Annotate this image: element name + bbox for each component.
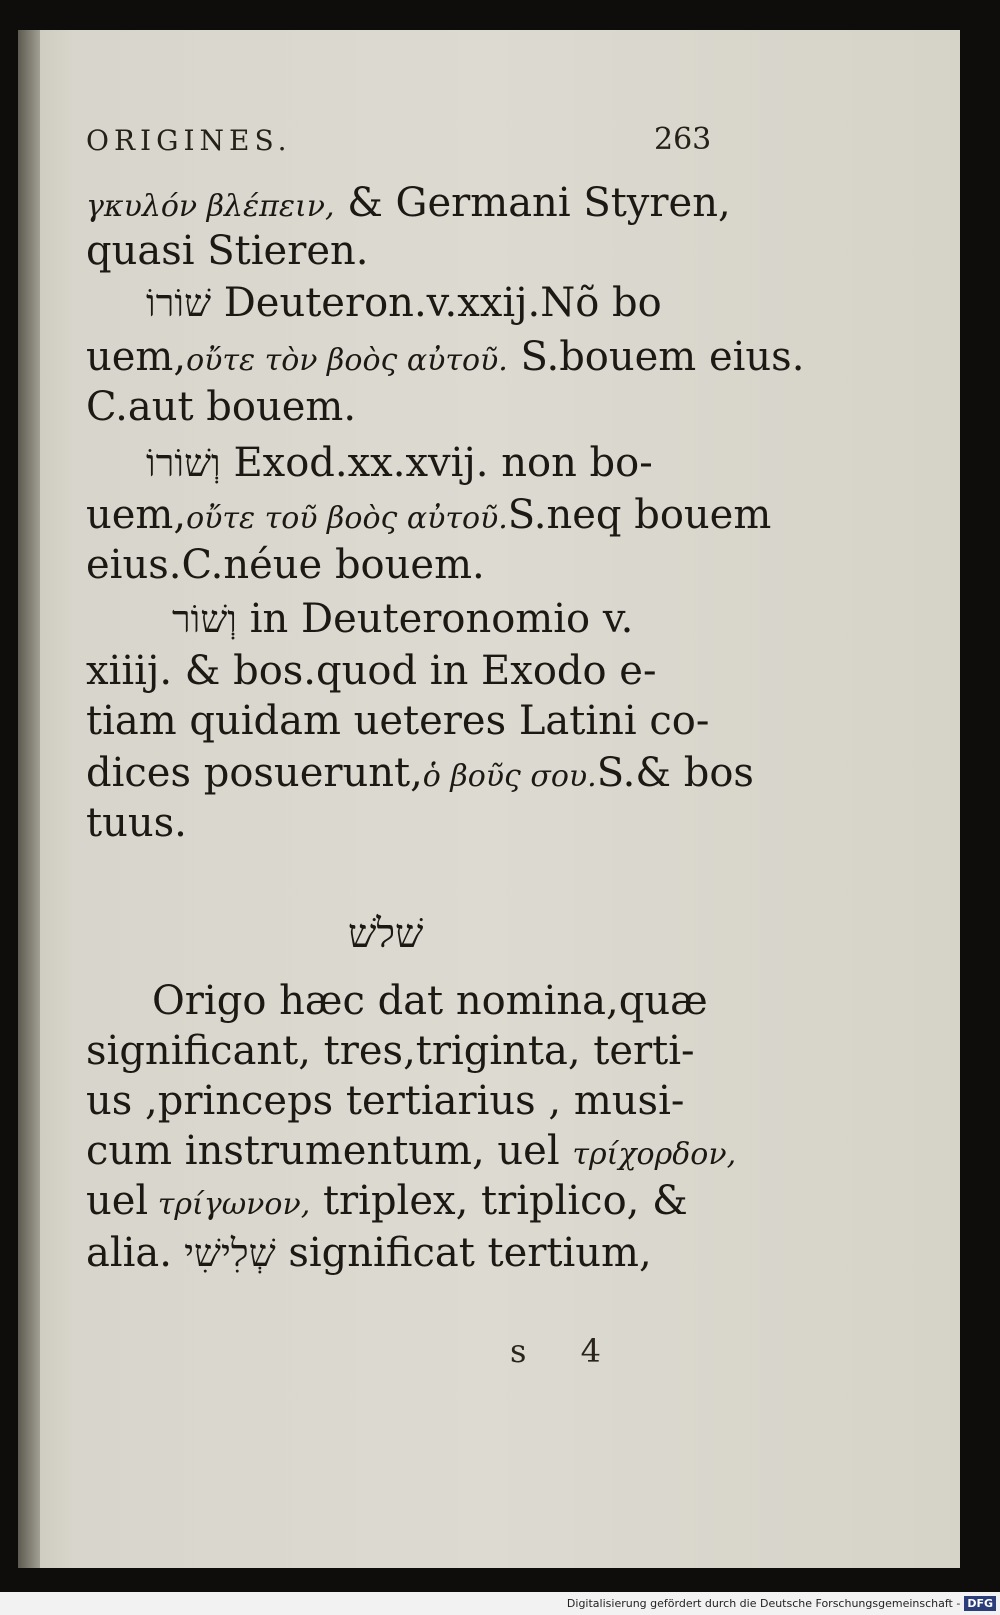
- greek-phrase: τρίχορδον,: [572, 1137, 737, 1172]
- text-line-6: [146, 440, 653, 486]
- page-spine-edge: [18, 30, 40, 1568]
- text-line-9: [172, 596, 633, 642]
- latin-text: & Germani Styren,: [334, 180, 731, 226]
- dfg-logo-badge: DFG: [964, 1596, 996, 1611]
- text-line-12: [86, 750, 754, 800]
- text-line-18: [86, 1178, 688, 1228]
- text-line-17: [86, 1128, 736, 1178]
- text-line-19: [86, 1230, 652, 1276]
- text-line-1: [86, 180, 731, 230]
- footer-credit: Digitalisierung gefördert durch die Deutsche Forschungsgemeinschaft -: [566, 1597, 961, 1610]
- latin-text: significat tertium,: [275, 1230, 652, 1276]
- digitization-footer: [0, 1592, 1000, 1615]
- latin-text: alia.: [86, 1230, 172, 1276]
- latin-text: Deuteron.v.xxij.Nõ bo: [211, 280, 662, 326]
- text-line-7: [86, 492, 771, 542]
- latin-text: cum instrumentum, uel: [86, 1128, 560, 1174]
- hebrew-word: שׁוֹרוֹ: [146, 281, 212, 325]
- text-line-14: [152, 978, 708, 1024]
- latin-text: tuus.: [86, 800, 187, 846]
- text-line-10: [86, 648, 657, 694]
- text-line-11: [86, 698, 709, 744]
- latin-text: Exod.xx.xvij. non bo-: [220, 440, 653, 486]
- text-line-4: [86, 334, 804, 384]
- latin-text: Origo hæc dat nomina,quæ: [152, 978, 708, 1024]
- running-header: ORIGINES.: [86, 124, 292, 157]
- text-line-16: [86, 1078, 684, 1124]
- latin-text: uem,: [86, 334, 187, 380]
- latin-text: us ,princeps tertiarius , musi-: [86, 1078, 685, 1124]
- hebrew-word: שְׁלִישִׁי: [172, 1231, 276, 1275]
- text-line-3: [146, 280, 662, 326]
- latin-text: uel: [86, 1178, 149, 1224]
- latin-text: tiam quidam ueteres Latini co-: [86, 698, 710, 744]
- latin-text: triplex, triplico, &: [310, 1178, 688, 1224]
- book-page: [18, 30, 960, 1568]
- latin-text: quasi Stieren.: [86, 228, 369, 274]
- latin-text: significant, tres,triginta, terti-: [86, 1028, 695, 1074]
- latin-text: in Deuteronomio v.: [237, 596, 634, 642]
- latin-text: dices posuerunt,: [86, 750, 423, 796]
- signature-mark: s 4: [510, 1332, 623, 1370]
- text-line-8: [86, 542, 485, 588]
- latin-text: S.neq bouem: [507, 492, 772, 538]
- hebrew-word: וְשׁוֹרוֹ: [146, 441, 221, 485]
- latin-text: uem,: [86, 492, 187, 538]
- greek-phrase: οὔτε τὸν βοὸς αὐτοῦ.: [186, 343, 508, 378]
- latin-text: S.& bos: [596, 750, 754, 796]
- hebrew-word: וְשׁוֹר: [172, 597, 238, 641]
- text-line-15: [86, 1028, 695, 1074]
- page-number: 263: [654, 122, 712, 157]
- greek-phrase: γκυλόν βλέπειν,: [86, 189, 335, 224]
- latin-text: xiiij. & bos.quod in Exodo e-: [86, 648, 657, 694]
- greek-phrase: οὔτε τοῦ βοὸς αὐτοῦ.: [186, 501, 508, 536]
- section-heading-hebrew: שׁלשׁ: [348, 911, 424, 957]
- greek-phrase: ὁ βοῦς σου.: [422, 759, 597, 794]
- text-line-5: [86, 384, 356, 430]
- latin-text: eius.C.néue bouem.: [86, 542, 485, 588]
- latin-text: S.bouem eius.: [507, 334, 805, 380]
- latin-text: C.aut bouem.: [86, 384, 357, 430]
- text-line-13: [86, 800, 187, 846]
- greek-phrase: τρίγωνον,: [148, 1187, 311, 1222]
- text-line-2: [86, 228, 368, 274]
